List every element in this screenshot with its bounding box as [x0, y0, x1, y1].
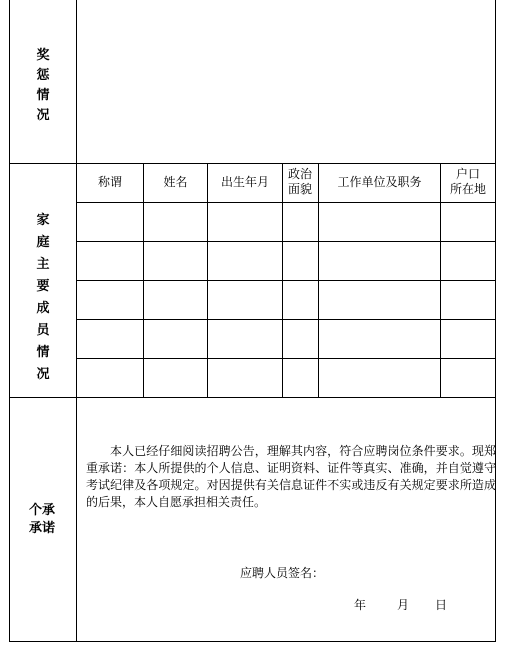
vertical-label-char: 况 [36, 108, 50, 123]
family-row-line [76, 202, 496, 203]
family-col-line [282, 163, 283, 398]
family-col-line [207, 163, 208, 398]
vertical-label-char: 家 [36, 213, 50, 228]
date-day-label: 日 [435, 598, 448, 612]
header-employer-position: 工作单位及职务 [337, 175, 422, 189]
header-line: 户口 [455, 167, 480, 181]
family-row-line [76, 358, 496, 359]
date-year-label: 年 [354, 598, 367, 612]
family-col-line [440, 163, 441, 398]
vertical-label-char: 惩 [36, 68, 50, 83]
header-line: 所在地 [449, 182, 486, 196]
signature-label: 应聘人员签名： [240, 566, 325, 580]
date-month-label: 月 [397, 598, 410, 612]
family-col-line [143, 163, 144, 398]
label-column-divider [76, 0, 77, 642]
vertical-label-char: 庭 [36, 235, 50, 250]
table-border-bottom [9, 641, 496, 642]
pledge-label-line: 承诺 [28, 521, 55, 536]
header-political-status [286, 167, 314, 197]
family-row-line [76, 280, 496, 281]
family-row-line [76, 241, 496, 242]
pledge-text: 本人已经仔细阅读招聘公告，理解其内容，符合应聘岗位条件要求。现郑重承诺：本人所提供的个人信息、证明资料、证件等真实、准确，并自觉遵守考试纪律及各项规定。对因提供有关信息证件不实或违反有关规定要求所造成的后果，本人自愿承担相关责任。 [86, 444, 496, 509]
header-household-registration [443, 167, 493, 197]
header-name: 姓名 [163, 175, 188, 189]
header-relation: 称谓 [97, 175, 122, 189]
family-col-line [318, 163, 319, 398]
pledge-label-line: 个承 [28, 503, 55, 518]
vertical-label-char: 况 [36, 367, 50, 382]
section-divider-rewards [9, 163, 496, 164]
vertical-label-char: 要 [36, 279, 50, 294]
section-divider-family [9, 397, 496, 398]
pledge-label [22, 502, 62, 538]
table-border-left [9, 0, 10, 642]
vertical-label-char: 员 [36, 323, 50, 338]
vertical-label-char: 主 [36, 257, 50, 272]
family-label [30, 210, 56, 386]
rewards-label [30, 46, 56, 126]
vertical-label-char: 奖 [36, 48, 50, 63]
header-birth-date: 出生年月 [220, 175, 269, 189]
vertical-label-char: 情 [36, 345, 50, 360]
vertical-label-char: 成 [36, 301, 50, 316]
header-line: 政治 [287, 167, 312, 181]
header-line: 面貌 [287, 182, 312, 196]
family-row-line [76, 319, 496, 320]
vertical-label-char: 情 [36, 88, 50, 103]
table-border-right [495, 0, 496, 642]
